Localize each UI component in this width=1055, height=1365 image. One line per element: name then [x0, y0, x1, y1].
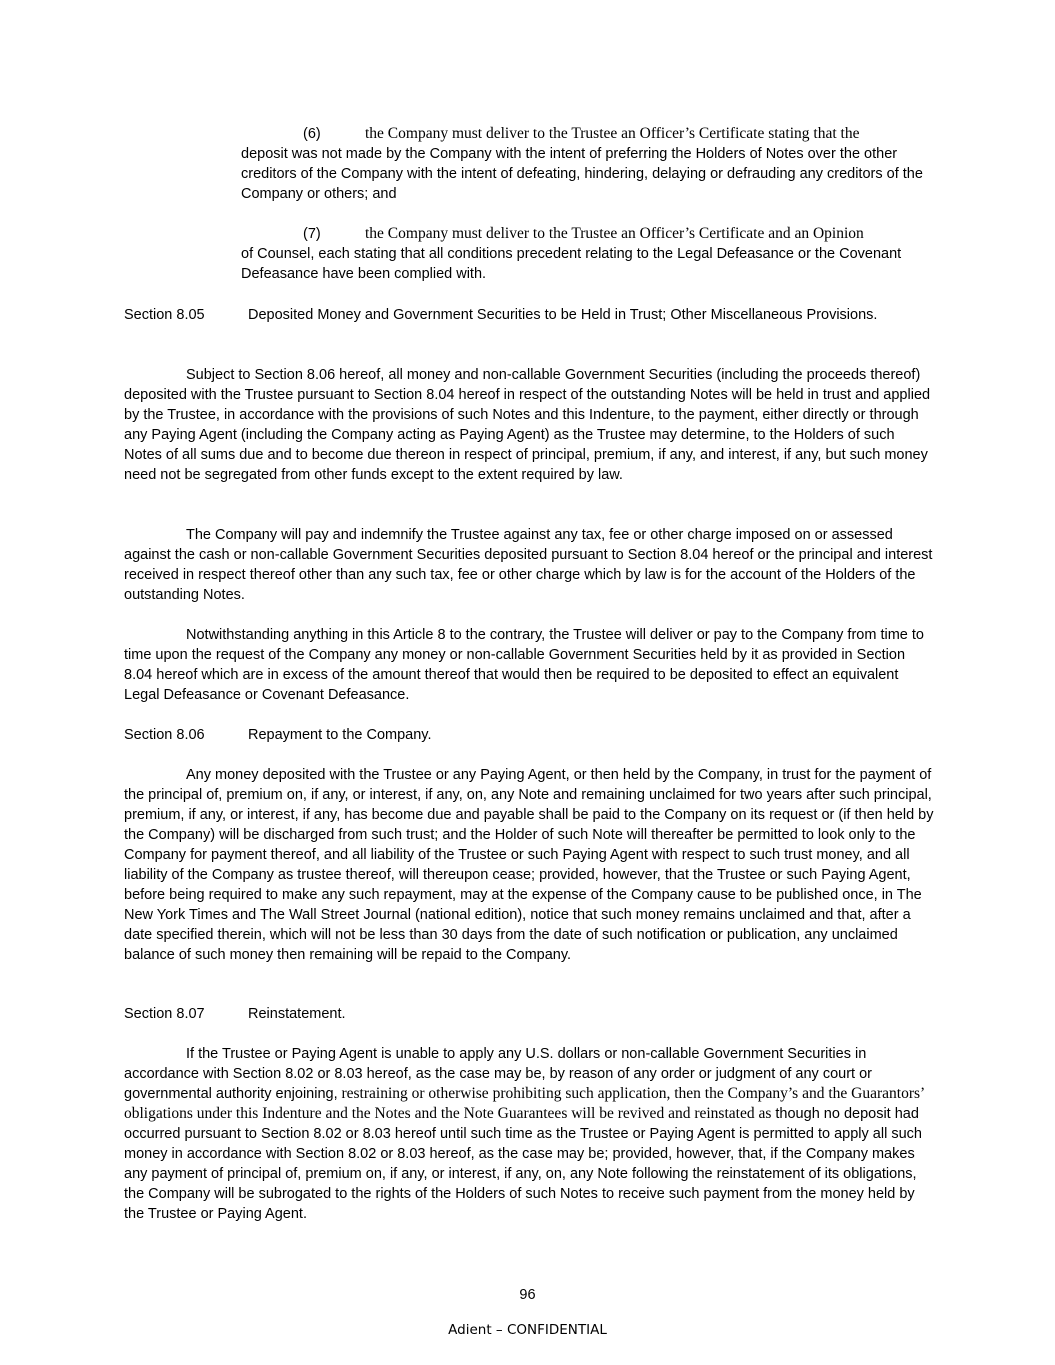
- list-item-lead: the Company must deliver to the Trustee an Officer’s Certificate stating that the: [365, 125, 860, 142]
- paragraph-8-05-b: The Company will pay and indemnify the Trustee against any tax, fee or other charge imposed on or assessed against the cash or non-callable Government Securities deposited pursuant to Section 8.04 hereof or the principal and interest received in respect thereof other than any such tax, fee or other charge which by law is for the account of the Holders of the outstanding Notes.: [124, 527, 933, 603]
- paragraph-8-07: [124, 1044, 934, 1224]
- paragraph-text: though no deposit had occurred pursuant to Section 8.02 or 8.03 hereof until such time as the Trustee or Paying Agent is permitted to apply all such money in accordance with Section 8.02 or 8.03 hereof, as the case may be; provided, however, that, if the Company makes any payment of principal of, premium on, if any, or interest, if any, on, any Note following the reinstatement of its obligations, the Company will be subrogated to the rights of the Holders of such Notes to receive such payment from the money held by the Trustee or Paying Agent.: [124, 1106, 922, 1222]
- list-item-number: (7): [303, 226, 321, 242]
- section-title: Reinstatement.: [248, 1006, 346, 1022]
- section-number: Section 8.05: [124, 307, 205, 323]
- list-item-text: deposit was not made by the Company with the intent of preferring the Holders of Notes over the other creditors of the Company with the intent of defeating, hindering, delaying or defrauding any creditors of the Company or others; and: [241, 146, 923, 202]
- page-number: 96: [519, 1287, 536, 1303]
- paragraph-text: If the Trustee or Paying Agent is unable to apply any U.S. dollars or non-callable Government Securities in accordance with Section 8.02 or 8.03 hereof, as the case may be, by reason of any order or judgment of any court or governmental authority enjoining,: [124, 1046, 872, 1102]
- paragraph-8-05-c: Notwithstanding anything in this Article 8 to the contrary, the Trustee will deliver or pay to the Company from time to time upon the request of the Company any money or non-callable Government Securities held by it as provided in Section 8.04 hereof which are in excess of the amount thereof that would then be required to be deposited to effect an equivalent Legal Defeasance or Covenant Defeasance.: [124, 627, 924, 703]
- confidential-footer: Adient – CONFIDENTIAL: [448, 1322, 607, 1338]
- list-item-text: of Counsel, each stating that all conditions precedent relating to the Legal Defeasance or the Covenant Defeasance have been complied with.: [241, 246, 902, 282]
- section-number: Section 8.06: [124, 727, 205, 743]
- list-item-lead: the Company must deliver to the Trustee an Officer’s Certificate and an Opinion: [365, 225, 864, 242]
- section-heading-8-06: [124, 725, 884, 745]
- list-item-number: (6): [303, 126, 321, 142]
- paragraph-8-05-a: Subject to Section 8.06 hereof, all money and non-callable Government Securities (including the proceeds thereof) deposited with the Trustee pursuant to Section 8.04 hereof in respect of the outstanding Notes will be held in trust and applied by the Trustee, in accordance with the provisions of such Notes and this Indenture, to the payment, either directly or through any Paying Agent (including the Company acting as Paying Agent) as the Trustee may determine, to the Holders of such Notes of all sums due and to become due thereon in respect of principal, premium, if any, and interest, if any, but such money need not be segregated from other funds except to the extent required by law.: [124, 367, 931, 483]
- list-item-6: [241, 124, 931, 204]
- paragraph-text-serif: restraining or otherwise prohibiting such application, then the Company’s and the Guarantors’ obligations under this Indenture and the Notes and the Note Guarantees will be revived and reinstated as: [124, 1085, 925, 1122]
- section-title: Repayment to the Company.: [248, 727, 432, 743]
- list-item-7: [241, 224, 931, 284]
- section-heading-8-05: [124, 305, 884, 325]
- paragraph-8-06: Any money deposited with the Trustee or any Paying Agent, or then held by the Company, in trust for the payment of the principal of, premium on, if any, or interest, if any, on, any Note and remaining unclaimed for two years after such principal, premium, if any, or interest, if any, has become due and payable shall be paid to the Company on its request or (if then held by the Company) will be discharged from such trust; and the Holder of such Note will thereafter be permitted to look only to the Company for payment thereof, and all liability of the Trustee or such Paying Agent with respect to such trust money, and all liability of the Company as trustee thereof, will thereupon cease; provided, however, that the Trustee or such Paying Agent, before being required to make any such repayment, may at the expense of the Company cause to be published once, in The New York Times and The Wall Street Journal (national edition), notice that such money remains unclaimed and that, after a date specified therein, which will not be less than 30 days from the date of such notification or publication, any unclaimed balance of such money then remaining will be repaid to the Company.: [124, 767, 934, 963]
- section-heading-8-07: [124, 1004, 884, 1024]
- section-title: Deposited Money and Government Securities to be Held in Trust; Other Miscellaneous Provisions.: [248, 307, 878, 323]
- section-number: Section 8.07: [124, 1006, 205, 1022]
